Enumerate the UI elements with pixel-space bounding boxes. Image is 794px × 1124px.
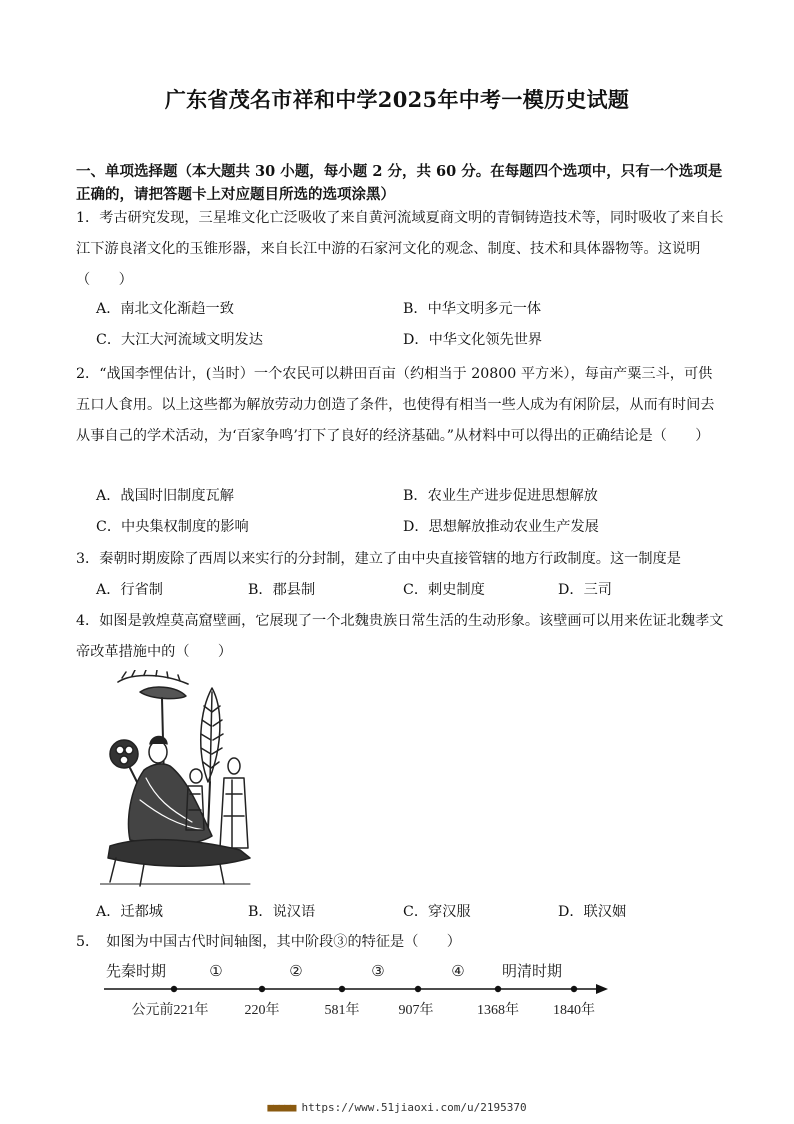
dunhuang-mural-image (100, 670, 260, 892)
q4-option-a[interactable]: A．迁都城 (96, 904, 163, 920)
q1-option-d[interactable]: D．中华文化领先世界 (403, 332, 543, 348)
question-2-stem: 2．“战国李悝估计，(当时）一个农民可以耕田百亩（约相当于 20800 平方米），每亩产粟三斗，可供五口人食用。以上这些都为解放劳动力创造了条件，也使得有相当一些人成为有闲阶层，从而有时间去从事自己的学术活动，为‘百家争鸣’打下了良好的经济基础。”从材料中可以得出的正确结论是（ ） (76, 366, 715, 444)
timeline-point (259, 986, 265, 992)
q1-option-b[interactable]: B．中华文明多元一体 (403, 301, 542, 317)
timeline-period-label: ③ (371, 964, 385, 980)
question-5-stem: 5． 如图为中国古代时间轴图，其中阶段③的特征是（ ） (76, 934, 461, 950)
timeline-date-label: 1368年 (477, 1003, 519, 1018)
timeline-date-label: 1840年 (553, 1003, 595, 1018)
question-1-stem: 1．考古研究发现，三星堆文化亡泛吸收了来自黄河流域夏商文明的青铜铸造技术等，同时吸收了来自长江下游良渚文化的玉锥形器，来自长江中游的石家河文化的观念、制度、技术和具体器物等。这说明（ ） (76, 210, 724, 288)
footer-url-link[interactable]: https://www.51jiaoxi.com/u/2195370 (301, 1101, 527, 1114)
timeline-arrow-icon (596, 984, 608, 994)
q2-option-c[interactable]: C．中央集权制度的影响 (96, 519, 249, 535)
timeline-point (171, 986, 177, 992)
timeline-period-label: 先秦时期 (105, 964, 167, 980)
footer (0, 1101, 794, 1114)
question-4-stem: 4．如图是敦煌莫高窟壁画，它展现了一个北魏贵族日常生活的生动形象。该壁画可以用来佐证北魏孝文帝改革措施中的（ ） (76, 613, 724, 660)
footer-watermark-icon: ■■■■■ (267, 1101, 296, 1114)
q3-option-d[interactable]: D．三司 (558, 582, 612, 598)
q4-option-d[interactable]: D．联汉姻 (558, 904, 627, 920)
timeline-date-label: 581年 (324, 1003, 360, 1018)
q4-option-c[interactable]: C．穿汉服 (403, 904, 471, 920)
q3-option-b[interactable]: B．郡县制 (248, 582, 316, 598)
timeline-point (571, 986, 577, 992)
timeline-point (415, 986, 421, 992)
page-title: 广东省茂名市祥和中学2025年中考一模历史试题 (164, 87, 630, 112)
timeline-point (495, 986, 501, 992)
q2-option-d[interactable]: D．思想解放推动农业生产发展 (403, 519, 599, 535)
q2-option-a[interactable]: A．战国时旧制度瓦解 (96, 488, 234, 504)
timeline-figure (96, 956, 616, 1024)
timeline-date-label: 公元前221年 (131, 1003, 209, 1018)
q1-option-a[interactable]: A．南北文化渐趋一致 (96, 301, 234, 317)
timeline-point (339, 986, 345, 992)
q2-option-b[interactable]: B．农业生产进步促进思想解放 (403, 488, 598, 504)
q4-option-b[interactable]: B．说汉语 (248, 904, 316, 920)
q3-option-c[interactable]: C．刺史制度 (403, 582, 485, 598)
timeline-date-label: 907年 (398, 1003, 434, 1018)
timeline-date-label: 220年 (244, 1003, 280, 1018)
q1-option-c[interactable]: C．大江大河流域文明发达 (96, 332, 263, 348)
timeline-period-label: ④ (451, 964, 465, 980)
q3-option-a[interactable]: A．行省制 (96, 582, 163, 598)
question-3-stem: 3．秦朝时期废除了西周以来实行的分封制，建立了由中央直接管辖的地方行政制度。这一制度是 (76, 551, 681, 567)
timeline-period-label: ② (289, 964, 303, 980)
section-header: 一、单项选择题（本大题共 30 小题，每小题 2 分，共 60 分。在每题四个选项中，只有一个选项是正确的，请把答题卡上对应题目所选的选项涂黑） (76, 163, 723, 203)
timeline-period-label: ① (209, 964, 223, 980)
timeline-period-label: 明清时期 (501, 964, 563, 980)
